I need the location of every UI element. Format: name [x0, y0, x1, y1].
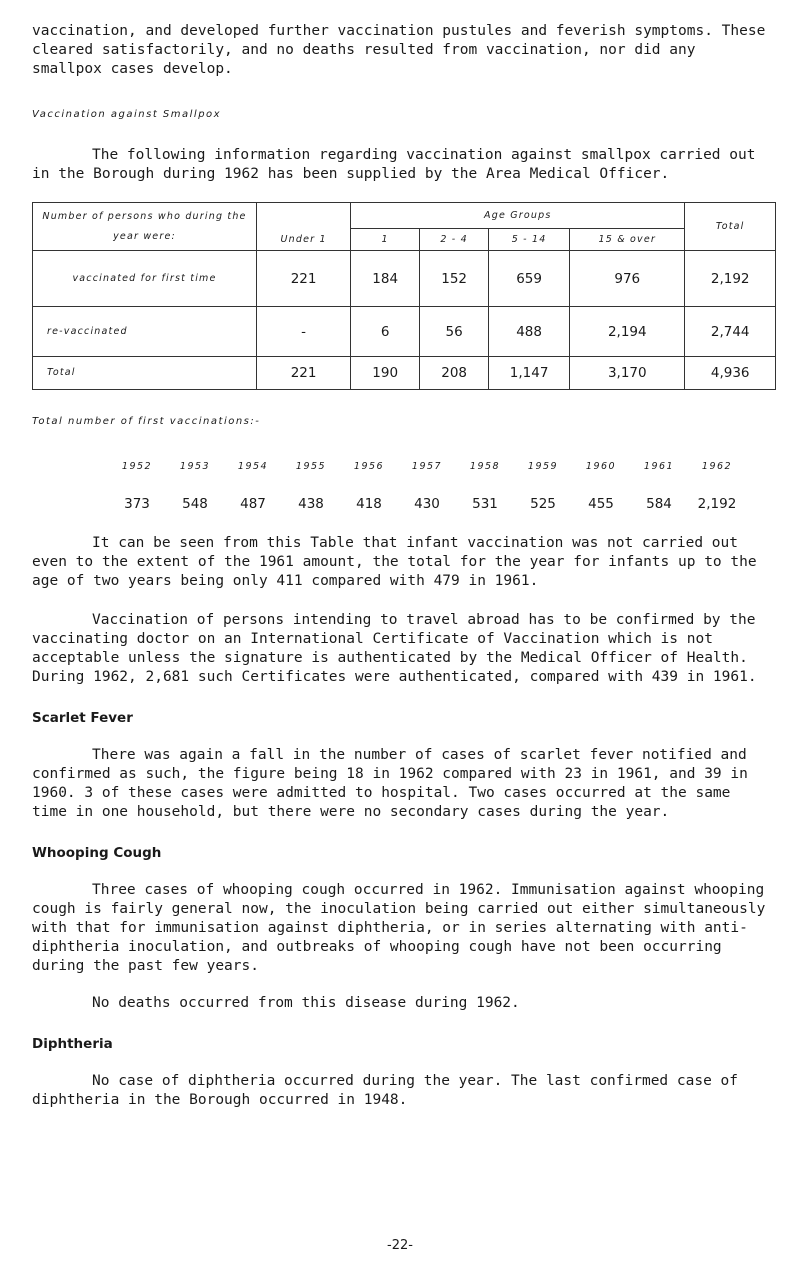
year-label: 1957 — [411, 461, 443, 472]
table-cell: 152 — [420, 251, 489, 307]
table-cell: 6 — [351, 307, 420, 357]
table-cell: - — [257, 307, 351, 357]
table-cell: 184 — [351, 251, 420, 307]
year-label: 1955 — [295, 461, 327, 472]
year-label: 1952 — [121, 461, 153, 472]
table-cell: 56 — [420, 307, 489, 357]
vaccination-table — [32, 202, 776, 390]
whooping-cough-heading: Whooping Cough — [32, 845, 162, 861]
table-cell: 4,936 — [685, 357, 776, 390]
table-cell: 2,194 — [570, 307, 685, 357]
year-label: 1961 — [643, 461, 675, 472]
whooping-cough-deaths: No deaths occurred from this disease during 1962. — [92, 995, 520, 1011]
table-cell: 976 — [570, 251, 685, 307]
year-value: 438 — [298, 496, 324, 512]
table-cell: 488 — [489, 307, 570, 357]
first-vaccinations-caption: Total number of first vaccinations:- — [32, 416, 261, 427]
table-row — [33, 357, 776, 390]
year-value: 525 — [530, 496, 556, 512]
year-label: 1954 — [237, 461, 269, 472]
col-under-1: Under 1 — [257, 229, 351, 251]
year-value: 418 — [356, 496, 382, 512]
year-value: 584 — [646, 496, 672, 512]
table-corner-label: Number of persons who during the year were: — [33, 203, 257, 251]
first-vaccinations-years — [108, 461, 800, 472]
year-value: 455 — [588, 496, 614, 512]
col-15-over: 15 & over — [570, 229, 685, 251]
age-groups-label: Age Groups — [351, 203, 685, 229]
smallpox-intro: The following information regarding vaccination against smallpox carried out in the Borough during 1962 has been supplied by the Area Medical Officer. — [32, 147, 756, 182]
year-value: 531 — [472, 496, 498, 512]
travel-paragraph: Vaccination of persons intending to travel abroad has to be confirmed by the vaccinating doctor on an International Certificate of Vaccination which is not acceptable unless the signature is authenticated by the Medical Officer of Health. During 1962, 2,681 such Certificates were authenticated, compared with 439 in 1961. — [32, 612, 757, 685]
year-label: 1962 — [701, 461, 733, 472]
year-label: 1959 — [527, 461, 559, 472]
diphtheria-paragraph: No case of diphtheria occurred during the year. The last confirmed case of diphtheria in the Borough occurred in 1948. — [32, 1073, 739, 1108]
diphtheria-heading: Diphtheria — [32, 1036, 113, 1052]
whooping-cough-paragraph: Three cases of whooping cough occurred in 1962. Immunisation against whooping cough is fairly general now, the inoculation being carried out either simultaneously with that for immunisation against diphtheria, or in series alternating with anti-diphtheria inoculation, and outbreaks of whooping cough have not been occurring during the past few years. — [32, 882, 766, 974]
year-value: 373 — [124, 496, 150, 512]
year-label: 1956 — [353, 461, 385, 472]
table-cell: 2,744 — [685, 307, 776, 357]
table-cell: 3,170 — [570, 357, 685, 390]
year-value: 487 — [240, 496, 266, 512]
row-label: Total — [33, 357, 257, 390]
year-value: 548 — [182, 496, 208, 512]
table-cell: 659 — [489, 251, 570, 307]
col-5-14: 5 - 14 — [489, 229, 570, 251]
table-cell: 1,147 — [489, 357, 570, 390]
smallpox-caption: Vaccination against Smallpox — [32, 109, 222, 120]
col-2-4: 2 - 4 — [420, 229, 489, 251]
year-value: 430 — [414, 496, 440, 512]
scarlet-fever-paragraph: There was again a fall in the number of cases of scarlet fever notified and confirmed as such, the figure being 18 in 1962 compared with 23 in 1961, and 39 in 1960. 3 of these cases were admitted to hospital. Two cases occurred at the same time in one household, but there were no secondary cases during the year. — [32, 747, 748, 820]
first-vaccinations-values — [108, 496, 800, 512]
table-cell: 208 — [420, 357, 489, 390]
scarlet-fever-heading: Scarlet Fever — [32, 710, 133, 726]
total-column-label: Total — [685, 203, 776, 251]
row-label: vaccinated for first time — [33, 251, 257, 307]
intro-paragraph: vaccination, and developed further vaccination pustules and feverish symptoms. These cleared satisfactorily, and no deaths resulted from vaccination, nor did any smallpox cases develop. — [32, 23, 766, 77]
row-label: re-vaccinated — [33, 307, 257, 357]
table-cell: 2,192 — [685, 251, 776, 307]
table-cell: 221 — [257, 251, 351, 307]
infant-paragraph: It can be seen from this Table that infant vaccination was not carried out even to the extent of the 1961 amount, the total for the year for infants up to the age of two years being only 411 compared with 479 in 1961. — [32, 535, 757, 589]
document-page — [32, 22, 772, 1110]
table-cell: 190 — [351, 357, 420, 390]
table-row — [33, 251, 776, 307]
table-cell: 221 — [257, 357, 351, 390]
year-label: 1953 — [179, 461, 211, 472]
page-number: -22- — [387, 1238, 413, 1253]
year-label: 1958 — [469, 461, 501, 472]
col-1: 1 — [351, 229, 420, 251]
year-value: 2,192 — [697, 496, 737, 512]
year-label: 1960 — [585, 461, 617, 472]
table-row — [33, 307, 776, 357]
